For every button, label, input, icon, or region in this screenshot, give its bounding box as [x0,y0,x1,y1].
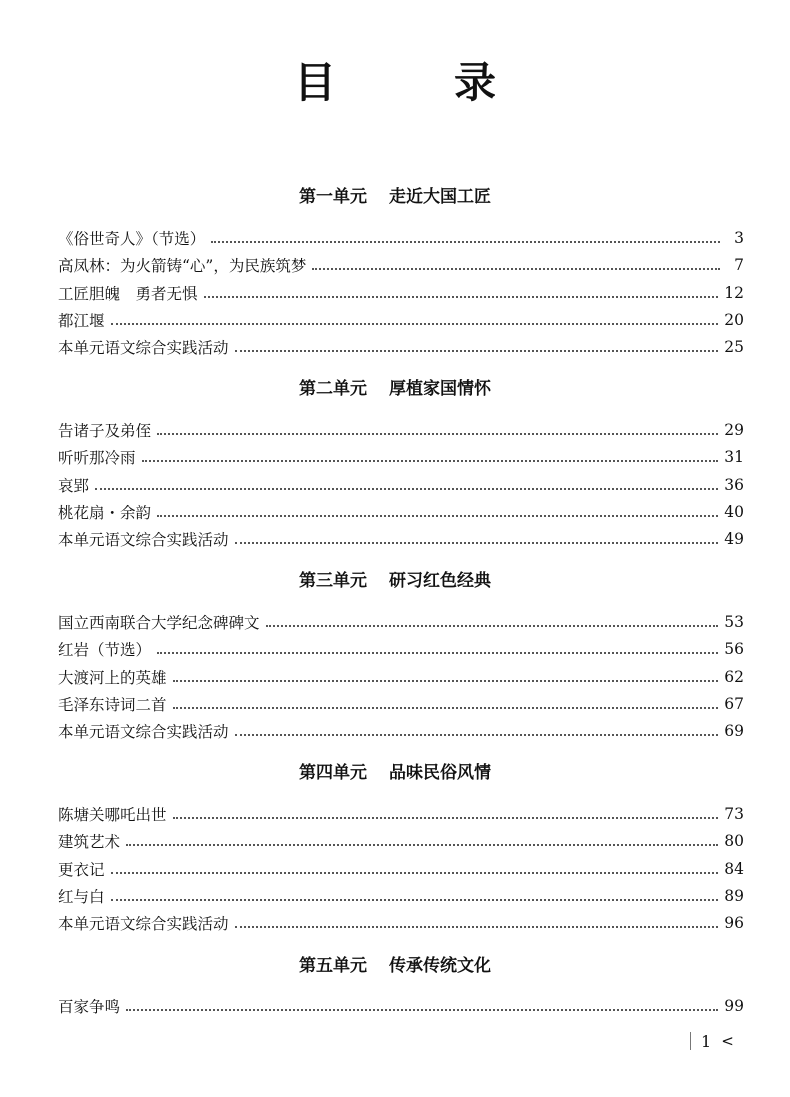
toc-entry[interactable] [58,252,744,278]
toc-entry[interactable] [58,609,744,635]
entry-title: 本单元语文综合实践活动 [58,915,229,933]
entry-page: 84 [724,860,744,878]
dot-leader [235,733,719,736]
dot-leader [235,541,719,544]
entry-page: 96 [724,914,744,932]
entry-page: 25 [724,338,744,356]
dot-leader [111,322,719,325]
entry-title: 陈塘关哪吒出世 [58,806,167,824]
entry-title: 建筑艺术 [58,833,121,851]
unit-name: 品味民俗风情 [389,763,491,783]
toc-entry[interactable] [58,801,744,827]
toc-entry[interactable] [58,856,744,882]
entry-page: 73 [724,805,744,823]
toc-entry[interactable] [58,883,744,909]
unit-name: 走近大国工匠 [389,187,491,207]
entry-page: 31 [724,448,744,466]
toc-entry[interactable] [58,499,744,525]
unit-number: 第四单元 [299,763,367,783]
toc-entry[interactable] [58,910,744,936]
entry-page: 7 [734,256,744,274]
entry-page: 49 [724,530,744,548]
toc-entry[interactable] [58,417,744,443]
entry-page: 67 [724,695,744,713]
dot-leader [157,651,718,654]
toc-entry[interactable] [58,993,744,1019]
entry-page: 62 [724,668,744,686]
unit-number: 第三单元 [299,571,367,591]
page-title-char-2: 录 [454,58,497,107]
entry-page: 56 [724,640,744,658]
entry-page: 89 [724,887,744,905]
entry-title: 高凤林：为火箭铸“心”，为民族筑梦 [58,257,307,275]
entry-title: 本单元语文综合实践活动 [58,723,229,741]
unit-heading-1 [0,186,790,208]
toc-entry[interactable] [58,718,744,744]
entry-title: 毛泽东诗词二首 [58,696,167,714]
dot-leader [266,624,719,627]
entry-title: 工匠胆魄 勇者无惧 [58,285,198,303]
dot-leader [126,843,718,846]
toc-entry[interactable] [58,307,744,333]
toc-entry[interactable] [58,526,744,552]
entry-title: 听听那冷雨 [58,449,136,467]
entry-title: 告诸子及弟侄 [58,422,152,440]
dot-leader [235,349,719,352]
entry-page: 99 [724,997,744,1015]
dot-leader [142,459,719,462]
entry-title: 《俗世奇人》（节选） [58,230,206,248]
toc-entry[interactable] [58,225,744,251]
unit-heading-5 [0,955,790,977]
unit-number: 第五单元 [299,956,367,976]
dot-leader [111,898,719,901]
entry-page: 29 [724,421,744,439]
entry-title: 桃花扇・余韵 [58,504,152,522]
unit-name: 厚植家国情怀 [389,379,491,399]
entry-title: 更衣记 [58,861,105,879]
dot-leader [173,679,719,682]
entry-title: 大渡河上的英雄 [58,669,167,687]
page-footer [690,1031,750,1051]
unit-heading-4 [0,762,790,784]
entry-title: 本单元语文综合实践活动 [58,531,229,549]
toc-entry[interactable] [58,828,744,854]
toc-entry[interactable] [58,664,744,690]
entry-page: 53 [724,613,744,631]
entry-title: 红岩（节选） [58,641,152,659]
page-title [0,58,790,108]
page-number: 1 [701,1031,712,1051]
unit-name: 传承传统文化 [389,956,491,976]
dot-leader [173,816,719,819]
entry-title: 哀郢 [58,477,90,495]
page-title-char-1: 目 [293,58,336,107]
unit-name: 研习红色经典 [389,571,491,591]
entry-page: 80 [724,832,744,850]
entry-page: 20 [724,311,744,329]
dot-leader [173,706,719,709]
dot-leader [312,267,720,270]
entry-title: 本单元语文综合实践活动 [58,339,229,357]
unit-heading-2 [0,378,790,400]
toc-entry[interactable] [58,472,744,498]
toc-entry[interactable] [58,636,744,662]
dot-leader [211,240,720,243]
toc-entry[interactable] [58,280,744,306]
toc-entry[interactable] [58,334,744,360]
entry-page: 12 [724,284,744,302]
entry-page: 40 [724,503,744,521]
footer-divider [690,1032,691,1050]
chevron-left-icon: < [721,1032,734,1050]
dot-leader [157,432,718,435]
entry-page: 69 [724,722,744,740]
entry-page: 36 [724,476,744,494]
unit-number: 第一单元 [299,187,367,207]
toc-entry[interactable] [58,444,744,470]
dot-leader [204,295,719,298]
dot-leader [235,925,719,928]
dot-leader [126,1008,718,1011]
entry-title: 百家争鸣 [58,998,121,1016]
unit-heading-3 [0,570,790,592]
toc-entry[interactable] [58,691,744,717]
dot-leader [111,871,719,874]
unit-number: 第二单元 [299,379,367,399]
entry-page: 3 [734,229,744,247]
entry-title: 红与白 [58,888,105,906]
dot-leader [157,514,718,517]
entry-title: 都江堰 [58,312,105,330]
entry-title: 国立西南联合大学纪念碑碑文 [58,614,260,632]
dot-leader [95,487,718,490]
